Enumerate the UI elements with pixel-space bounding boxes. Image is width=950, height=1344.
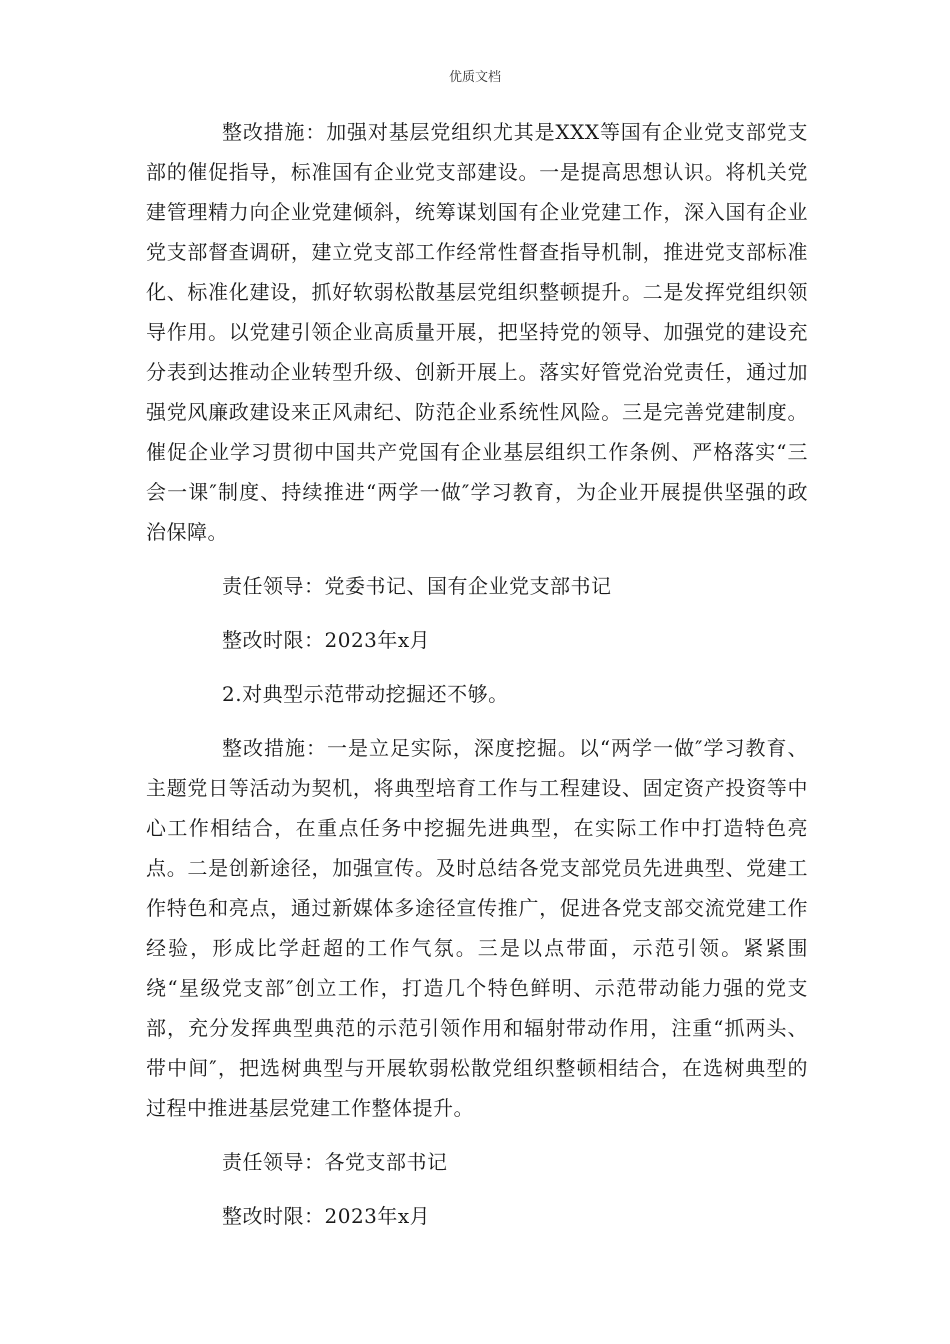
issue-heading-2: 2.对典型示范带动挖掘还不够。 <box>222 682 509 706</box>
document-body <box>146 112 808 1236</box>
deadline-2: 整改时限：2023年x月 <box>222 1204 431 1228</box>
responsible-leader-1: 责任领导：党委书记、国有企业党支部书记 <box>222 574 612 598</box>
rectification-measures-paragraph-2: 整改措施：一是立足实际，深度挖掘。以“两学一做″学习教育、主题党日等活动为契机，将典型培育工作与工程建设、固定资产投资等中心工作相结合，在重点任务中挖掘先进典型，在实际工作中打造特色亮点。二是创新途径，加强宣传。及时总结各党支部党员先进典型、党建工作特色和亮点，通过新媒体多途径宣传推广，促进各党支部交流党建工作经验，形成比学赶超的工作气氛。三是以点带面，示范引领。紧紧围绕“星级党支部″创立工作，打造几个特色鲜明、示范带动能力强的党支部，充分发挥典型典范的示范引领作用和辐射带动作用，注重“抓两头、带中间″，把选树典型与开展软弱松散党组织整顿相结合，在选树典型的过程中推进基层党建工作整体提升。 <box>146 736 808 1120</box>
responsible-leader-2: 责任领导：各党支部书记 <box>222 1150 448 1174</box>
deadline-1: 整改时限：2023年x月 <box>222 628 431 652</box>
rectification-measures-paragraph-1: 整改措施：加强对基层党组织尤其是XXX等国有企业党支部党支部的催促指导，标准国有企业党支部建设。一是提高思想认识。将机关党建管理精力向企业党建倾斜，统筹谋划国有企业党建工作，深入国有企业党支部督查调研，建立党支部工作经常性督查指导机制，推进党支部标准化、标准化建设，抓好软弱松散基层党组织整顿提升。二是发挥党组织领导作用。以党建引领企业高质量开展，把坚持党的领导、加强党的建设充分表到达推动企业转型升级、创新开展上。落实好管党治党责任，通过加强党风廉政建设来正风肃纪、防范企业系统性风险。三是完善党建制度。催促企业学习贯彻中国共产党国有企业基层组织工作条例、严格落实“三会一课″制度、持续推进“两学一做″学习教育，为企业开展提供坚强的政治保障。 <box>146 120 808 544</box>
page-header: 优质文档 <box>448 70 501 85</box>
